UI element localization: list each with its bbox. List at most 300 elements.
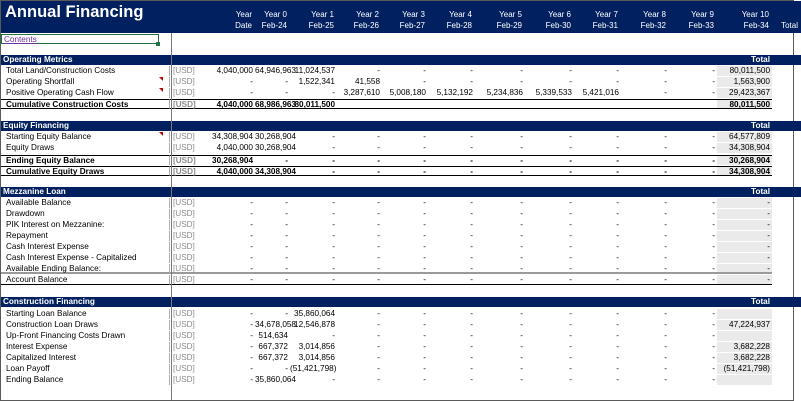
value-cell[interactable]: - [470, 132, 473, 141]
value-cell[interactable]: - [520, 77, 523, 86]
value-cell[interactable]: - [569, 242, 572, 251]
row-label[interactable]: Starting Loan Balance [6, 309, 87, 318]
value-cell[interactable]: - [250, 198, 253, 207]
value-cell[interactable]: 30,268,904 [255, 143, 296, 152]
value-cell[interactable]: - [470, 364, 473, 373]
value-cell[interactable]: - [712, 364, 715, 373]
value-cell[interactable]: - [377, 132, 380, 141]
value-cell[interactable]: - [377, 198, 380, 207]
value-cell[interactable]: - [616, 66, 619, 75]
value-cell[interactable]: - [285, 309, 288, 318]
value-cell[interactable]: - [616, 220, 619, 229]
value-cell[interactable]: - [664, 353, 667, 362]
value-cell[interactable]: - [569, 364, 572, 373]
value-cell[interactable]: 64,946,963 [255, 66, 296, 75]
value-cell[interactable]: - [250, 220, 253, 229]
value-cell[interactable]: - [250, 209, 253, 218]
value-cell[interactable]: - [332, 198, 335, 207]
unit-cell[interactable]: [USD] [169, 364, 205, 374]
value-cell[interactable]: - [250, 231, 253, 240]
unit-cell[interactable]: [USD] [169, 242, 205, 252]
value-cell[interactable]: - [470, 242, 473, 251]
value-cell[interactable]: - [712, 375, 715, 384]
value-cell[interactable]: - [332, 242, 335, 251]
value-cell[interactable]: - [423, 209, 426, 218]
value-cell[interactable]: 4,040,000 [216, 143, 253, 152]
value-cell[interactable]: - [377, 209, 380, 218]
value-cell[interactable]: - [285, 242, 288, 251]
value-cell[interactable]: - [712, 353, 715, 362]
value-cell[interactable]: - [250, 364, 253, 373]
value-cell[interactable]: - [470, 320, 473, 329]
value-cell[interactable]: - [250, 353, 253, 362]
value-cell[interactable]: - [470, 231, 473, 240]
unit-cell[interactable]: [USD] [169, 353, 205, 363]
value-cell[interactable]: - [569, 375, 572, 384]
value-cell[interactable]: - [250, 331, 253, 340]
value-cell[interactable]: - [712, 143, 715, 152]
value-cell[interactable]: - [377, 342, 380, 351]
value-cell[interactable]: - [616, 320, 619, 329]
row-label[interactable]: Interest Expense [6, 342, 68, 351]
unit-cell[interactable]: [USD] [169, 275, 205, 285]
value-cell[interactable]: - [664, 132, 667, 141]
total-cell[interactable]: - [717, 253, 772, 263]
value-cell[interactable]: 3,287,610 [343, 88, 380, 97]
value-cell[interactable]: - [712, 88, 715, 97]
value-cell[interactable]: - [621, 166, 669, 176]
value-cell[interactable]: 4,040,000 [205, 99, 255, 109]
value-cell[interactable]: - [616, 375, 619, 384]
value-cell[interactable]: - [712, 209, 715, 218]
value-cell[interactable]: - [205, 275, 255, 285]
value-cell[interactable]: - [475, 166, 525, 176]
value-cell[interactable]: - [664, 198, 667, 207]
value-cell[interactable]: - [520, 209, 523, 218]
value-cell[interactable]: - [574, 166, 621, 176]
value-cell[interactable]: - [470, 331, 473, 340]
value-cell[interactable]: - [423, 242, 426, 251]
value-cell[interactable]: - [377, 66, 380, 75]
value-cell[interactable]: 4,040,000 [205, 166, 255, 176]
value-cell[interactable]: - [332, 253, 335, 262]
value-cell[interactable]: - [664, 209, 667, 218]
value-cell[interactable]: - [428, 166, 475, 176]
value-cell[interactable]: 12,546,878 [294, 320, 335, 329]
unit-cell[interactable]: [USD] [169, 220, 205, 230]
value-cell[interactable]: - [664, 220, 667, 229]
value-cell[interactable]: - [664, 375, 667, 384]
value-cell[interactable]: 5,132,192 [436, 88, 473, 97]
row-label[interactable]: Repayment [6, 231, 48, 240]
value-cell[interactable]: - [332, 331, 335, 340]
value-cell[interactable]: - [285, 88, 288, 97]
value-cell[interactable]: 5,421,016 [582, 88, 619, 97]
value-cell[interactable]: - [332, 143, 335, 152]
unit-cell[interactable]: [USD] [169, 166, 205, 176]
value-cell[interactable]: - [255, 155, 290, 165]
value-cell[interactable]: - [520, 364, 523, 373]
value-cell[interactable]: - [250, 242, 253, 251]
unit-cell[interactable]: [USD] [169, 66, 205, 76]
value-cell[interactable]: - [377, 309, 380, 318]
total-cell[interactable]: - [717, 220, 772, 230]
value-cell[interactable]: - [285, 209, 288, 218]
value-cell[interactable]: - [250, 342, 253, 351]
value-cell[interactable]: - [470, 253, 473, 262]
value-cell[interactable]: - [569, 209, 572, 218]
value-cell[interactable]: - [712, 331, 715, 340]
value-cell[interactable]: - [423, 231, 426, 240]
value-cell[interactable]: - [569, 77, 572, 86]
value-cell[interactable]: - [616, 143, 619, 152]
value-cell[interactable]: - [520, 253, 523, 262]
value-cell[interactable]: - [712, 132, 715, 141]
value-cell[interactable]: 5,008,180 [389, 88, 426, 97]
value-cell[interactable]: - [669, 264, 717, 274]
value-cell[interactable]: - [377, 353, 380, 362]
value-cell[interactable]: 30,268,904 [205, 155, 255, 165]
value-cell[interactable] [621, 99, 669, 109]
row-label[interactable]: Starting Equity Balance [1, 132, 169, 142]
value-cell[interactable]: - [664, 242, 667, 251]
value-cell[interactable]: - [520, 331, 523, 340]
total-cell[interactable]: 34,308,904 [717, 166, 772, 176]
value-cell[interactable]: - [616, 353, 619, 362]
value-cell[interactable]: - [377, 253, 380, 262]
value-cell[interactable]: 667,372 [258, 342, 288, 351]
total-cell[interactable]: 30,268,904 [717, 155, 772, 165]
unit-cell[interactable]: [USD] [169, 375, 205, 385]
value-cell[interactable]: - [423, 143, 426, 152]
value-cell[interactable]: 34,678,058 [255, 320, 296, 329]
value-cell[interactable]: - [290, 264, 337, 274]
row-label[interactable]: Drawdown [6, 209, 45, 218]
value-cell[interactable]: - [525, 166, 574, 176]
unit-cell[interactable]: [USD] [169, 155, 205, 165]
selection-fill-handle[interactable] [156, 42, 160, 46]
value-cell[interactable]: - [423, 364, 426, 373]
value-cell[interactable]: - [337, 166, 382, 176]
value-cell[interactable]: - [664, 143, 667, 152]
value-cell[interactable]: - [616, 77, 619, 86]
value-cell[interactable]: - [520, 198, 523, 207]
value-cell[interactable]: - [470, 309, 473, 318]
value-cell[interactable]: - [616, 242, 619, 251]
total-cell[interactable]: - [717, 264, 772, 274]
value-cell[interactable]: 667,372 [258, 353, 288, 362]
value-cell[interactable]: - [574, 275, 621, 285]
value-cell[interactable]: - [616, 342, 619, 351]
value-cell[interactable]: - [250, 375, 253, 384]
row-label[interactable]: Ending Equity Balance [1, 155, 169, 165]
value-cell[interactable]: - [290, 155, 337, 165]
row-label[interactable]: Up-Front Financing Costs Drawn [6, 331, 126, 340]
value-cell[interactable]: - [621, 155, 669, 165]
unit-cell[interactable]: [USD] [169, 88, 205, 98]
value-cell[interactable]: - [712, 231, 715, 240]
row-label[interactable]: Total Land/Construction Costs [6, 66, 116, 75]
value-cell[interactable]: - [664, 342, 667, 351]
value-cell[interactable]: - [423, 220, 426, 229]
value-cell[interactable]: - [428, 155, 475, 165]
value-cell[interactable]: - [569, 309, 572, 318]
total-cell[interactable]: 29,423,367 [717, 88, 772, 98]
value-cell[interactable]: - [621, 264, 669, 274]
row-label[interactable]: Available Ending Balance: [1, 264, 169, 274]
value-cell[interactable]: - [574, 264, 621, 274]
total-cell[interactable] [717, 309, 772, 319]
unit-cell[interactable]: [USD] [169, 264, 205, 274]
value-cell[interactable]: - [382, 166, 428, 176]
value-cell[interactable]: - [290, 275, 337, 285]
row-label[interactable]: Equity Draws [6, 143, 55, 152]
value-cell[interactable]: - [290, 166, 337, 176]
row-label[interactable]: Cumulative Construction Costs [1, 99, 169, 109]
total-cell[interactable]: 1,563,900 [717, 77, 772, 87]
value-cell[interactable]: - [250, 320, 253, 329]
value-cell[interactable]: - [285, 220, 288, 229]
row-label[interactable]: Construction Loan Draws [6, 320, 98, 329]
row-label[interactable]: Positive Operating Cash Flow [1, 88, 169, 98]
value-cell[interactable]: - [285, 77, 288, 86]
value-cell[interactable]: 11,024,537 [294, 66, 335, 75]
value-cell[interactable]: - [621, 275, 669, 285]
value-cell[interactable]: - [712, 342, 715, 351]
value-cell[interactable]: - [475, 275, 525, 285]
total-cell[interactable]: 80,011,500 [717, 66, 772, 76]
value-cell[interactable]: - [669, 275, 717, 285]
value-cell[interactable]: - [470, 198, 473, 207]
value-cell[interactable]: - [377, 331, 380, 340]
value-cell[interactable]: - [520, 242, 523, 251]
value-cell[interactable] [574, 99, 621, 109]
total-cell[interactable]: - [717, 242, 772, 252]
value-cell[interactable]: 514,634 [258, 331, 288, 340]
value-cell[interactable]: - [250, 309, 253, 318]
total-cell[interactable]: (51,421,798) [717, 364, 772, 374]
value-cell[interactable]: - [616, 198, 619, 207]
total-cell[interactable] [717, 331, 772, 341]
unit-cell[interactable]: [USD] [169, 198, 205, 208]
value-cell[interactable]: - [377, 320, 380, 329]
value-cell[interactable]: - [470, 209, 473, 218]
value-cell[interactable]: - [423, 132, 426, 141]
value-cell[interactable]: - [332, 209, 335, 218]
value-cell[interactable]: 80,011,500 [290, 99, 337, 109]
value-cell[interactable]: - [470, 353, 473, 362]
value-cell[interactable]: - [520, 375, 523, 384]
row-label[interactable]: Ending Balance [6, 375, 64, 384]
value-cell[interactable]: 5,339,533 [535, 88, 572, 97]
value-cell[interactable]: - [470, 375, 473, 384]
value-cell[interactable]: 34,308,904 [212, 132, 253, 141]
value-cell[interactable]: - [616, 209, 619, 218]
row-label[interactable]: Available Balance [6, 198, 71, 207]
value-cell[interactable]: - [569, 143, 572, 152]
value-cell[interactable]: - [205, 264, 255, 274]
value-cell[interactable]: - [382, 155, 428, 165]
value-cell[interactable]: - [569, 231, 572, 240]
value-cell[interactable]: - [525, 264, 574, 274]
value-cell[interactable]: - [712, 220, 715, 229]
value-cell[interactable]: - [332, 375, 335, 384]
value-cell[interactable]: - [250, 88, 253, 97]
value-cell[interactable]: 3,014,856 [298, 353, 335, 362]
value-cell[interactable]: - [712, 242, 715, 251]
value-cell[interactable]: - [669, 155, 717, 165]
value-cell[interactable]: - [377, 375, 380, 384]
value-cell[interactable]: - [332, 220, 335, 229]
unit-cell[interactable]: [USD] [169, 331, 205, 341]
value-cell[interactable]: 1,522,341 [298, 77, 335, 86]
value-cell[interactable]: - [569, 66, 572, 75]
value-cell[interactable]: - [520, 66, 523, 75]
value-cell[interactable]: - [470, 342, 473, 351]
value-cell[interactable]: - [712, 320, 715, 329]
total-cell[interactable]: 3,682,228 [717, 342, 772, 352]
value-cell[interactable]: - [470, 66, 473, 75]
value-cell[interactable]: - [569, 331, 572, 340]
value-cell[interactable]: - [520, 353, 523, 362]
value-cell[interactable]: - [250, 253, 253, 262]
value-cell[interactable]: 35,860,064 [294, 309, 335, 318]
value-cell[interactable]: - [574, 155, 621, 165]
value-cell[interactable] [382, 99, 428, 109]
total-cell[interactable] [717, 375, 772, 385]
value-cell[interactable]: - [664, 331, 667, 340]
value-cell[interactable]: - [569, 320, 572, 329]
value-cell[interactable]: - [664, 309, 667, 318]
value-cell[interactable]: - [712, 309, 715, 318]
value-cell[interactable]: - [255, 275, 290, 285]
value-cell[interactable]: - [520, 309, 523, 318]
value-cell[interactable]: - [569, 253, 572, 262]
total-cell[interactable]: 47,224,937 [717, 320, 772, 330]
value-cell[interactable]: - [337, 264, 382, 274]
value-cell[interactable]: - [332, 88, 335, 97]
unit-cell[interactable]: [USD] [169, 209, 205, 219]
value-cell[interactable]: - [569, 342, 572, 351]
value-cell[interactable] [525, 99, 574, 109]
value-cell[interactable]: 3,014,856 [298, 342, 335, 351]
value-cell[interactable]: - [377, 231, 380, 240]
row-label[interactable]: Loan Payoff [6, 364, 50, 373]
value-cell[interactable]: - [712, 77, 715, 86]
value-cell[interactable]: 68,986,963 [255, 100, 296, 109]
unit-cell[interactable]: [USD] [169, 309, 205, 319]
value-cell[interactable]: - [616, 231, 619, 240]
value-cell[interactable]: - [520, 231, 523, 240]
value-cell[interactable]: - [377, 220, 380, 229]
value-cell[interactable]: - [664, 77, 667, 86]
value-cell[interactable]: - [428, 264, 475, 274]
value-cell[interactable]: - [475, 264, 525, 274]
value-cell[interactable]: - [616, 331, 619, 340]
value-cell[interactable]: - [664, 320, 667, 329]
value-cell[interactable]: - [712, 198, 715, 207]
unit-cell[interactable]: [USD] [169, 99, 205, 109]
value-cell[interactable]: - [377, 143, 380, 152]
total-cell[interactable]: 3,682,228 [717, 353, 772, 363]
total-cell[interactable]: - [717, 275, 772, 285]
value-cell[interactable]: - [285, 253, 288, 262]
row-label[interactable]: Operating Shortfall [1, 77, 169, 87]
value-cell[interactable]: - [525, 155, 574, 165]
value-cell[interactable]: 35,860,064 [255, 375, 296, 384]
value-cell[interactable]: - [664, 66, 667, 75]
value-cell[interactable]: - [428, 275, 475, 285]
unit-cell[interactable]: [USD] [169, 132, 205, 142]
value-cell[interactable]: - [569, 198, 572, 207]
value-cell[interactable]: - [285, 364, 288, 373]
value-cell[interactable]: - [616, 309, 619, 318]
unit-cell[interactable]: [USD] [169, 342, 205, 352]
row-label[interactable]: Cash Interest Expense - Capitalized [6, 253, 137, 262]
value-cell[interactable]: - [337, 275, 382, 285]
value-cell[interactable]: - [712, 253, 715, 262]
value-cell[interactable]: - [285, 231, 288, 240]
value-cell[interactable]: - [377, 364, 380, 373]
value-cell[interactable]: - [616, 132, 619, 141]
value-cell[interactable]: - [520, 132, 523, 141]
value-cell[interactable]: - [423, 375, 426, 384]
value-cell[interactable]: - [377, 242, 380, 251]
row-label[interactable]: Cash Interest Expense [6, 242, 89, 251]
value-cell[interactable]: - [382, 264, 428, 274]
value-cell[interactable]: - [470, 77, 473, 86]
value-cell[interactable]: 5,234,836 [486, 88, 523, 97]
value-cell[interactable]: - [423, 353, 426, 362]
value-cell[interactable]: - [569, 220, 572, 229]
value-cell[interactable] [669, 99, 717, 109]
value-cell[interactable]: 34,308,904 [255, 167, 296, 176]
unit-cell[interactable]: [USD] [169, 231, 205, 241]
value-cell[interactable]: 30,268,904 [255, 132, 296, 141]
value-cell[interactable]: - [470, 220, 473, 229]
value-cell[interactable]: - [285, 198, 288, 207]
value-cell[interactable]: - [382, 275, 428, 285]
value-cell[interactable]: - [332, 132, 335, 141]
total-cell[interactable]: - [717, 198, 772, 208]
value-cell[interactable]: - [423, 198, 426, 207]
value-cell[interactable]: - [475, 155, 525, 165]
unit-cell[interactable]: [USD] [169, 320, 205, 330]
value-cell[interactable]: - [423, 342, 426, 351]
value-cell[interactable]: - [423, 253, 426, 262]
unit-cell[interactable]: [USD] [169, 77, 205, 87]
value-cell[interactable]: - [669, 166, 717, 176]
value-cell[interactable] [428, 99, 475, 109]
value-cell[interactable] [337, 99, 382, 109]
value-cell[interactable]: - [664, 88, 667, 97]
total-cell[interactable]: - [717, 209, 772, 219]
value-cell[interactable]: 41,558 [354, 77, 380, 86]
value-cell[interactable]: - [423, 320, 426, 329]
total-cell[interactable]: 80,011,500 [717, 99, 772, 109]
value-cell[interactable]: - [332, 231, 335, 240]
value-cell[interactable]: - [423, 66, 426, 75]
value-cell[interactable]: - [423, 331, 426, 340]
value-cell[interactable]: - [423, 309, 426, 318]
row-label[interactable]: PIK Interest on Mezzanine: [6, 220, 105, 229]
total-cell[interactable]: 64,577,809 [717, 132, 772, 142]
value-cell[interactable]: 4,040,000 [216, 66, 253, 75]
total-cell[interactable]: 34,308,904 [717, 143, 772, 153]
value-cell[interactable]: (51,421,798) [290, 364, 337, 373]
value-cell[interactable]: - [520, 143, 523, 152]
row-label[interactable]: Account Balance [1, 275, 169, 285]
